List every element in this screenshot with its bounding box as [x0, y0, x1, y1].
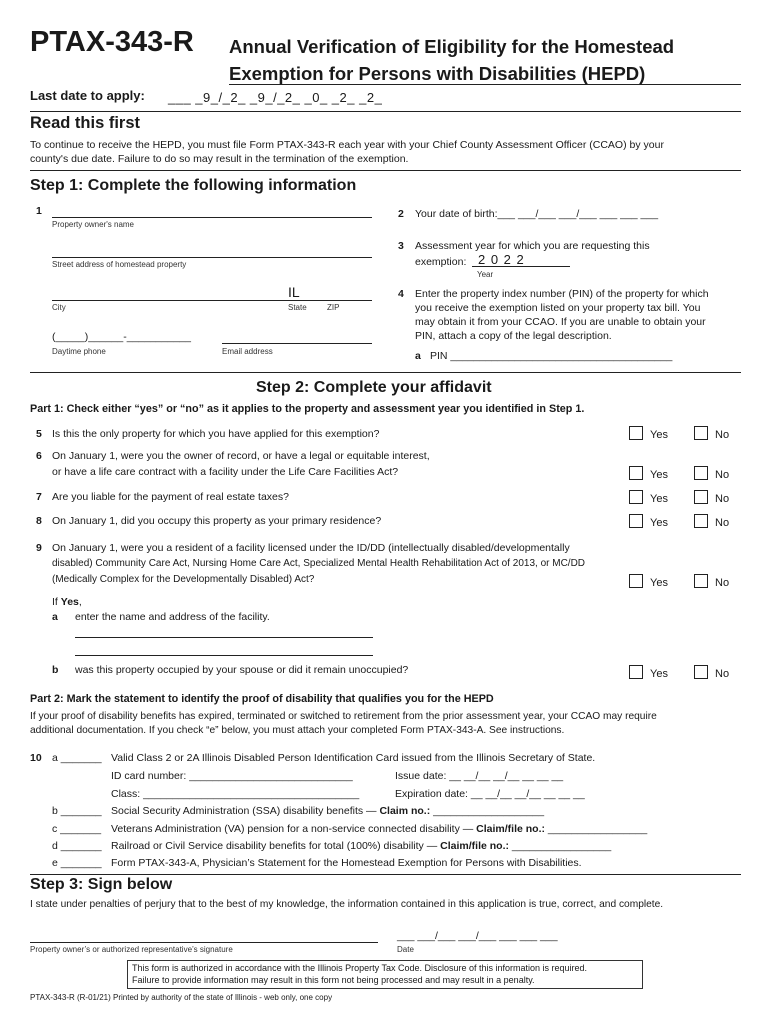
- q7-yes-label: Yes: [650, 493, 668, 505]
- q8-no-label: No: [715, 517, 730, 529]
- q6-no-checkbox[interactable]: [694, 466, 708, 480]
- city-field[interactable]: [52, 300, 372, 301]
- read-first-text-1: To continue to receive the HEPD, you must file Form PTAX-343-R each year with your Chief County Assessment Officer (CCAO) by your: [30, 139, 664, 151]
- form-title-line1: Annual Verification of Eligibility for the Homestead: [229, 36, 675, 57]
- q8-number: 8: [36, 515, 42, 527]
- q10c-text: [111, 823, 647, 835]
- part1-heading: Part 1: Check either “yes” or “no” as it applies to the property and assessment year you identified in Step 1.: [30, 403, 585, 415]
- assessment-year-text-1: Assessment year for which you are requesting this: [415, 240, 650, 252]
- q10-number: 10: [30, 752, 42, 764]
- city-label: City: [52, 303, 66, 312]
- q8-text: On January 1, did you occupy this property as your primary residence?: [52, 515, 382, 527]
- divider-3: [30, 372, 741, 373]
- q10d-claim-field[interactable]: _________________: [508, 840, 612, 852]
- q10b-blank[interactable]: b _______: [52, 805, 102, 817]
- divider-1: [30, 111, 741, 112]
- q7-text: Are you liable for the payment of real estate taxes?: [52, 491, 289, 503]
- step3-heading: Step 3: Sign below: [30, 876, 173, 893]
- pin-instructions-4: PIN, attach a copy of the legal description.: [415, 330, 612, 342]
- email-field[interactable]: [222, 343, 372, 344]
- q9b-yes-label: Yes: [650, 668, 668, 680]
- street-address-label: Street address of homestead property: [52, 260, 187, 269]
- q6-number: 6: [36, 450, 42, 462]
- id-card-number-field[interactable]: ID card number: ____________________________: [111, 770, 353, 782]
- q9-number: 9: [36, 542, 42, 554]
- street-address-field[interactable]: [52, 257, 372, 258]
- signature-date-label: Date: [397, 945, 414, 954]
- form-title-line2: Exemption for Persons with Disabilities (HEPD): [229, 63, 646, 84]
- q6-yes-label: Yes: [650, 469, 668, 481]
- pin-instructions-1: Enter the property index number (PIN) of the property for which: [415, 288, 709, 300]
- q5-text: Is this the only property for which you have applied for this exemption?: [52, 428, 380, 440]
- phone-label: Daytime phone: [52, 347, 106, 356]
- phone-field[interactable]: (_____)______-___________: [52, 331, 191, 343]
- step2-heading: Step 2: Complete your affidavit: [256, 379, 492, 396]
- item1-number: 1: [36, 205, 42, 217]
- q6-text-1: On January 1, were you the owner of record, or have a legal or equitable interest,: [52, 450, 430, 462]
- q9b-text: was this property occupied by your spouse or did it remain unoccupied?: [75, 664, 409, 676]
- last-date-label: Last date to apply:: [30, 88, 145, 103]
- assessment-year-label: Year: [477, 270, 494, 279]
- facility-address-field[interactable]: [75, 655, 373, 656]
- owner-name-label: Property owner's name: [52, 220, 135, 229]
- assessment-year-value[interactable]: 2 0 2 2: [478, 252, 525, 267]
- divider-4: [30, 874, 741, 875]
- q7-no-label: No: [715, 493, 730, 505]
- step1-heading: Step 1: Complete the following information: [30, 177, 357, 194]
- zip-label: ZIP: [327, 303, 340, 312]
- q9-no-checkbox[interactable]: [694, 574, 708, 588]
- q10e-blank[interactable]: e _______: [52, 857, 102, 869]
- q6-yes-checkbox[interactable]: [629, 466, 643, 480]
- q9b-no-label: No: [715, 668, 730, 680]
- q6-text-2: or have a life care contract with a facility under the Life Care Facilities Act?: [52, 466, 399, 478]
- header-rule: [229, 84, 741, 85]
- q9b-letter: b: [52, 664, 59, 676]
- q10e-text: Form PTAX-343-A, Physician’s Statement for the Homestead Exemption for Persons with Disabilities.: [111, 857, 582, 869]
- facility-name-field[interactable]: [75, 637, 373, 638]
- form-id: PTAX-343-R: [30, 26, 194, 58]
- q9b-yes-checkbox[interactable]: [629, 665, 643, 679]
- q10c-desc: Veterans Administration (VA) pension for a non-service connected disability —: [111, 823, 477, 835]
- pin-instructions-2: you receive the exemption listed on your property tax bill. You: [415, 302, 701, 314]
- owner-name-field[interactable]: [52, 217, 372, 218]
- divider-2: [30, 170, 741, 171]
- issue-date-field[interactable]: Issue date: __ __/__ __/__ __ __ __: [395, 770, 564, 782]
- expiration-date-field[interactable]: Expiration date: __ __/__ __/__ __ __ __: [395, 788, 585, 800]
- q10c-claim-field[interactable]: _________________: [545, 823, 648, 835]
- q10c-claim-label: Claim/file no.:: [476, 823, 546, 835]
- q10a-blank[interactable]: a _______: [52, 752, 102, 764]
- q10d-text: [111, 840, 611, 852]
- read-first-text-2: county's due date. Failure to do so may result in the termination of the exemption.: [30, 153, 409, 165]
- q9-yes-checkbox[interactable]: [629, 574, 643, 588]
- q9-text-2: disabled) Community Care Act, Nursing Home Care Act, Specialized Mental Health Rehabilitation Act of 2013, or MC/DD: [52, 558, 586, 569]
- q10b-desc: Social Security Administration (SSA) disability benefits —: [111, 805, 380, 817]
- q6-no-label: No: [715, 469, 730, 481]
- pin-field[interactable]: PIN ______________________________________: [430, 350, 673, 362]
- q10b-claim-label: Claim no.:: [379, 805, 431, 817]
- q5-no-label: No: [715, 429, 730, 441]
- item2-number: 2: [398, 208, 404, 220]
- notice-line-1: This form is authorized in accordance with the Illinois Property Tax Code. Disclosure of this information is required.: [132, 963, 588, 973]
- q9b-no-checkbox[interactable]: [694, 665, 708, 679]
- q8-no-checkbox[interactable]: [694, 514, 708, 528]
- q10b-claim-field[interactable]: ___________________: [430, 805, 545, 817]
- item4-number: 4: [398, 288, 404, 300]
- q9-text-1: On January 1, were you a resident of a facility licensed under the ID/DD (intellectually disabled/developmentally: [52, 542, 570, 554]
- signature-label: Property owner’s or authorized representative’s signature: [30, 945, 233, 954]
- part2-text-2: additional documentation. If you check “e” below, you must attach your completed Form PTAX-343-A. See instructions.: [30, 725, 565, 736]
- part2-heading: Part 2: Mark the statement to identify the proof of disability that qualifies you for the HEPD: [30, 693, 494, 705]
- q9-if-yes: If Yes,: [52, 596, 82, 608]
- q7-no-checkbox[interactable]: [694, 490, 708, 504]
- perjury-statement: I state under penalties of perjury that to the best of my knowledge, the information contained in this application is true, correct, and complete.: [30, 899, 664, 910]
- q8-yes-checkbox[interactable]: [629, 514, 643, 528]
- q7-yes-checkbox[interactable]: [629, 490, 643, 504]
- q10b-text: [111, 805, 544, 817]
- q7-number: 7: [36, 491, 42, 503]
- read-first-heading: Read this first: [30, 114, 141, 132]
- email-label: Email address: [222, 347, 273, 356]
- q9-text-3: (Medically Complex for the Developmentally Disabled) Act?: [52, 574, 315, 585]
- signature-date-field[interactable]: ___ ___/___ ___/___ ___ ___ ___: [397, 930, 558, 942]
- q5-no-checkbox[interactable]: [694, 426, 708, 440]
- q9a-letter: a: [52, 611, 58, 623]
- q5-yes-checkbox[interactable]: [629, 426, 643, 440]
- class-field[interactable]: Class: _____________________________________: [111, 788, 360, 800]
- pin-instructions-3: may obtain it from your CCAO. If you are unable to obtain your: [415, 316, 706, 328]
- q10a-text: Valid Class 2 or 2A Illinois Disabled Person Identification Card issued from the Illinois Secretary of State.: [111, 752, 596, 764]
- q9-yes-label: Yes: [650, 577, 668, 589]
- part2-text-1: If your proof of disability benefits has expired, terminated or switched to retirement from the prior assessment year, your CCAO may require: [30, 711, 657, 722]
- notice-line-2: Failure to provide information may result in this form not being processed and may result in a penalty.: [132, 975, 535, 985]
- last-date-value[interactable]: ___ _9_/_2_ _9_/_2_ _0_ _2_ _2_: [168, 90, 383, 105]
- q5-number: 5: [36, 428, 42, 440]
- assessment-year-line: [472, 266, 570, 267]
- q8-yes-label: Yes: [650, 517, 668, 529]
- q9-if-yes-word: Yes: [60, 596, 79, 608]
- q10d-blank[interactable]: d _______: [52, 840, 102, 852]
- q9a-text: enter the name and address of the facility.: [75, 611, 270, 623]
- assessment-year-text-2: exemption:: [415, 256, 467, 268]
- q9-no-label: No: [715, 577, 730, 589]
- state-label: State: [288, 303, 307, 312]
- q10c-blank[interactable]: c _______: [52, 823, 102, 835]
- signature-field[interactable]: [30, 942, 378, 943]
- q10d-claim-label: Claim/file no.:: [440, 840, 509, 852]
- q9-if-label: If: [52, 596, 61, 608]
- q5-yes-label: Yes: [650, 429, 668, 441]
- state-value[interactable]: IL: [288, 284, 300, 300]
- q10d-desc: Railroad or Civil Service disability benefits for total (100%) disability —: [111, 840, 441, 852]
- date-of-birth-field[interactable]: Your date of birth:___ ___/___ ___/___ ___ ___ ___: [415, 208, 659, 220]
- pin-letter-a: a: [415, 350, 421, 362]
- form-revision: PTAX-343-R (R-01/21) Printed by authority of the state of Illinois - web only, one copy: [30, 993, 333, 1002]
- item3-number: 3: [398, 240, 404, 252]
